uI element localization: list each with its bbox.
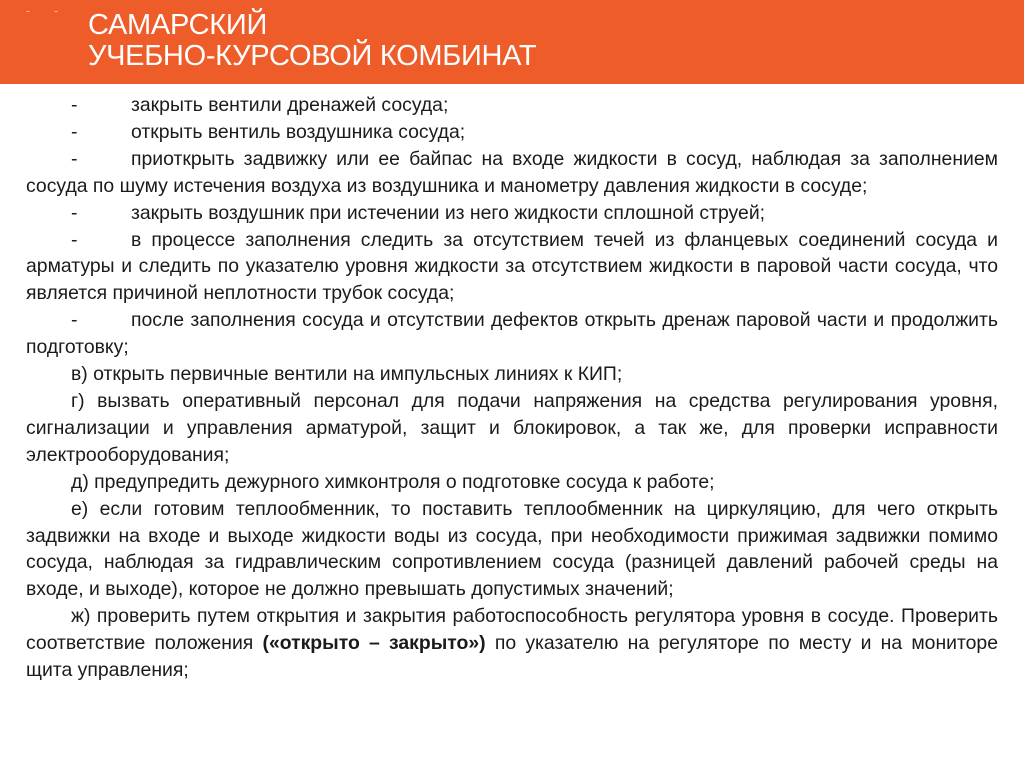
list-item bbox=[26, 92, 998, 119]
organization-name bbox=[88, 10, 536, 72]
list-item-text: открыть вентиль воздушника сосуда; bbox=[131, 120, 466, 143]
list-dash: - bbox=[71, 228, 78, 251]
list-dash: - bbox=[71, 120, 78, 143]
list-dash: - bbox=[71, 147, 78, 170]
paragraph-d: д) предупредить дежурного химконтроля о подготовке сосуда к работе; bbox=[71, 470, 715, 493]
organization-name-line2: УЧЕБНО-КУРСОВОЙ КОМБИНАТ bbox=[88, 40, 537, 72]
list-dash: - bbox=[71, 309, 78, 332]
paragraph-e: е) если готовим теплообменник, то поставить теплообменник на циркуляцию, для чего открыть задвижки на входе и выходе жидкости воды из сосуда, при необходимости прижимая задвижки помимо сосуда, наблюдая за гидравлическим сопротивлением сосуда (разницей давлений рабочей среды на входе, и выходе), которое не должно превышать допустимых значений; bbox=[26, 497, 998, 601]
paragraph-zh-start: ж) проверить путем открытия и закрытия работоспособность регулятора уровня в сосуде. Проверить соответствие положения bbox=[26, 605, 998, 655]
list-item-text: приоткрыть задвижку или ее байпас на входе жидкости в сосуд, наблюдая за заполнением сосуда по шуму истечения воздуха из воздушника и манометру давления жидкости в сосуде; bbox=[26, 147, 998, 197]
list-item bbox=[26, 307, 998, 361]
list-dash: - bbox=[71, 94, 78, 116]
list-item bbox=[26, 200, 998, 227]
paragraph-g: г) вызвать оперативный персонал для подачи напряжения на средства регулирования уровня, сигнализации и управления арматурой, защит и блокировок, а так же, для проверки исправности электрооборудования; bbox=[26, 389, 998, 466]
paragraph-zh-bold: («открыто – закрыто») bbox=[262, 632, 486, 655]
list-item bbox=[26, 119, 998, 146]
document-body bbox=[26, 92, 998, 684]
list-item bbox=[26, 146, 998, 200]
paragraph-zh-end: по указателю на регуляторе по месту и на мониторе щита управления; bbox=[26, 632, 998, 682]
list-item-text: после заполнения сосуда и отсутствии дефектов открыть дренаж паровой части и продолжить подготовку; bbox=[26, 309, 998, 359]
list-dash: - bbox=[71, 201, 78, 224]
header-decor: - - bbox=[26, 3, 69, 18]
list-item-text: закрыть воздушник при истечении из него жидкости сплошной струей; bbox=[131, 201, 766, 224]
list-item-text: закрыть вентили дренажей сосуда; bbox=[131, 94, 449, 116]
list-item-text: в процессе заполнения следить за отсутствием течей из фланцевых соединений сосуда и арматуры и следить по указателю уровня жидкости за отсутствием жидкости в паровой части сосуда, что является причиной неплотности трубок сосуда; bbox=[26, 228, 998, 305]
organization-name-line1: САМАРСКИЙ bbox=[88, 9, 267, 41]
header-banner bbox=[0, 0, 1024, 84]
paragraph-v: в) открыть первичные вентили на импульсных линиях к КИП; bbox=[71, 363, 623, 386]
paragraph-zh bbox=[26, 603, 998, 684]
list-item bbox=[26, 227, 998, 308]
